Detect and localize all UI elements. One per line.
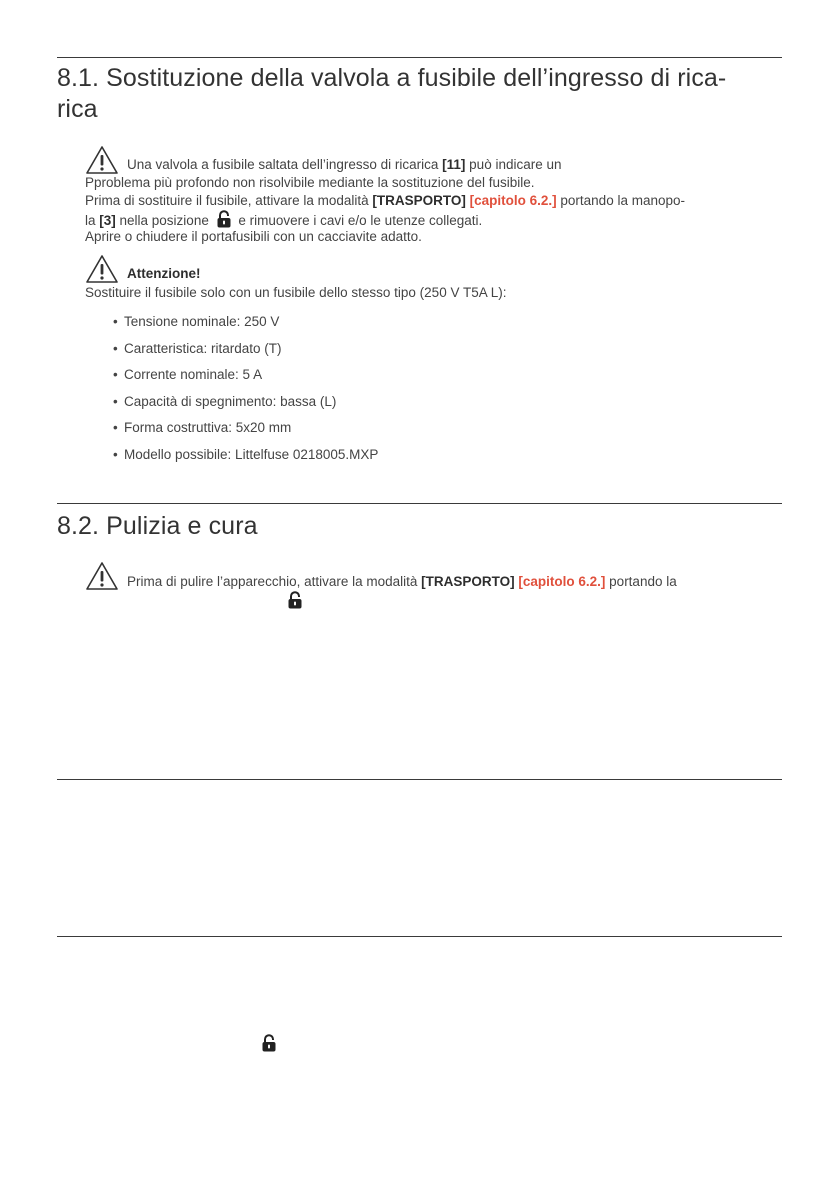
padlock-open-icon [261,1034,277,1052]
attention-heading-text: Attenzione! [127,266,201,281]
spec-text: Caratteristica: ritardato (T) [124,340,282,356]
list-item: • Modello possibile: Littelfuse 0218005.MXP [113,446,379,462]
spec-text: Modello possibile: Littelfuse 0218005.MXP [124,446,379,462]
warning-1-text-cont: può indicare un [465,157,562,172]
mode-transport: [TRASPORTO] [372,193,466,208]
instruction-text: Prima di sostituire il fusibile, attivare la modalità [85,193,373,208]
section-divider-4 [57,936,782,937]
section-divider-3 [57,779,782,780]
cleaning-text-cont: portando la [605,574,677,589]
list-item: • Forma costruttiva: 5x20 mm [113,420,292,436]
warning-triangle-icon [85,254,119,284]
instruction-text-cont: portando la manopo- [556,193,685,208]
section-divider-8-2 [57,503,782,504]
warning-1-line5: Aprire o chiudere il portafusibili con un cacciavite adatto. [85,229,422,244]
section-title-8-1 [57,63,782,125]
instruction-text-mid: nella posizione [115,213,209,228]
warning-1-line3 [85,192,685,210]
chapter-link-6-2[interactable]: [capitolo 6.2.] [469,193,557,208]
warning-1-line4 [85,210,482,230]
list-item: • Corrente nominale: 5 A [113,367,263,383]
fuse-intro: Sostituire il fusibile solo con un fusibile dello stesso tipo (250 V T5A L): [85,285,507,300]
attention-heading [127,265,201,283]
section-title-8-1-line2: rica [57,95,98,123]
padlock-open-icon [216,210,232,228]
padlock-open-icon [287,591,303,609]
cleaning-text: Prima di pulire l’apparecchio, attivare la modalità [127,574,422,589]
instruction-text: la [85,213,100,228]
section-title-8-1-line1: 8.1. Sostituzione della valvola a fusibile dell’ingresso di rica- [57,64,727,92]
warning-1-text: Una valvola a fusibile saltata dell’ingresso di ricarica [127,157,443,172]
spec-text: Forma costruttiva: 5x20 mm [124,420,292,436]
cleaning-warning-line1 [127,573,677,591]
list-item: • Capacità di spegnimento: bassa (L) [113,393,337,409]
component-ref-11: [11] [442,157,466,172]
fuse-spec-list [113,309,378,469]
list-item: • Tensione nominale: 250 V [113,314,280,329]
warning-1-line2: Pproblema più profondo non risolvibile mediante la sostituzione del fusibile. [85,175,535,190]
spec-text: Corrente nominale: 5 A [124,367,263,383]
chapter-link-6-2[interactable]: [capitolo 6.2.] [518,574,606,589]
warning-1-line1 [127,156,562,174]
list-item: • Caratteristica: ritardato (T) [113,340,282,356]
component-ref-3: [3] [99,213,116,228]
instruction-text-end: e rimuovere i cavi e/o le utenze collegati. [238,213,483,228]
warning-triangle-icon [85,561,119,591]
section-divider-top [57,57,782,58]
spec-text: Tensione nominale: 250 V [124,314,280,329]
mode-transport: [TRASPORTO] [421,574,515,589]
spec-text: Capacità di spegnimento: bassa (L) [124,393,337,409]
warning-triangle-icon [85,145,119,175]
section-title-8-2: 8.2. Pulizia e cura [57,512,258,540]
